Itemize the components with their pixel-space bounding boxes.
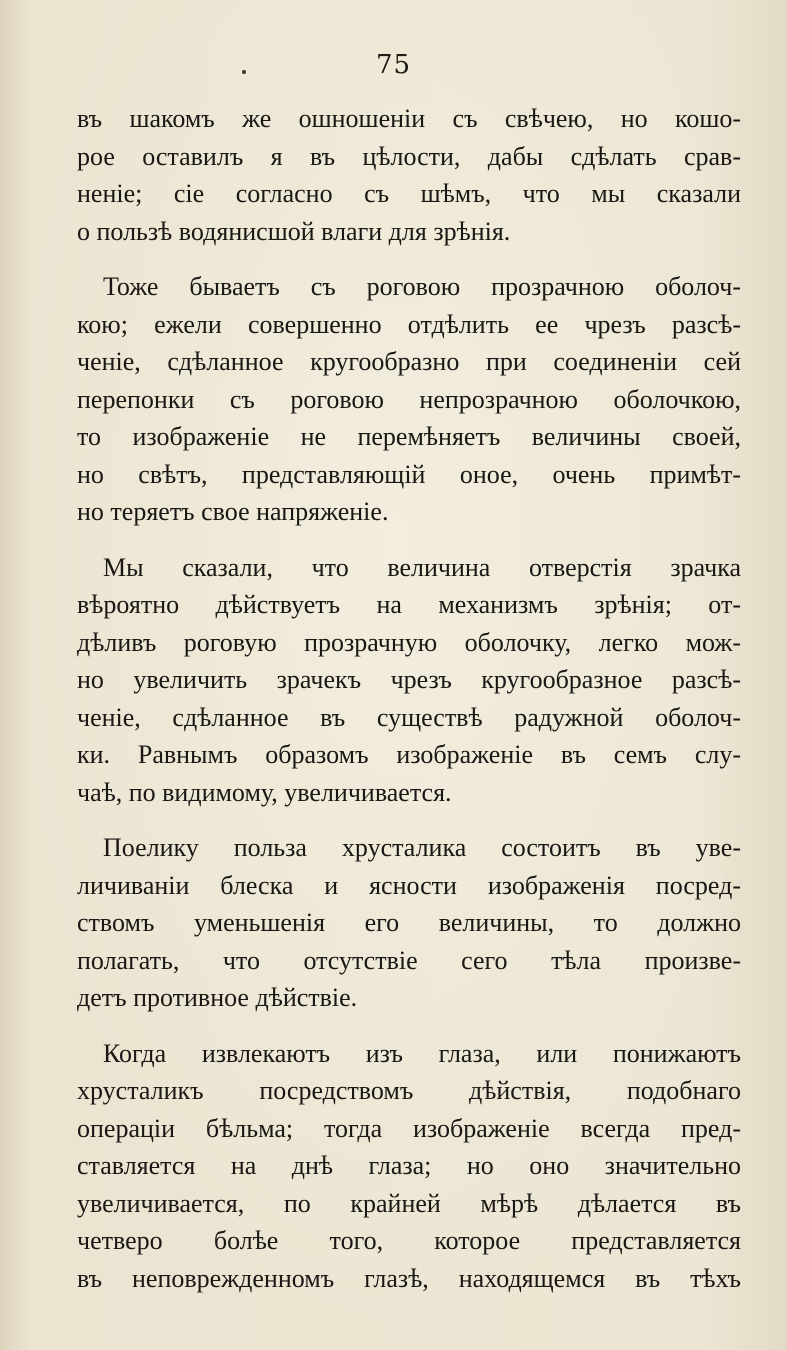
paragraph-1 [77,100,741,250]
text-line: четверо болѣе того, которое представляется [77,1226,741,1255]
text-line: въ шакомъ же ошношеніи съ свѣчею, но кошо- [77,104,741,133]
text-line: ставляется на днѣ глаза; но оно значительно [77,1151,741,1180]
page-number: 75 [375,50,412,80]
text-line: Когда извлекаютъ изъ глаза, или понижаютъ [103,1038,741,1068]
paragraph-3 [77,549,741,812]
paragraph-2 [77,268,741,531]
text-line: ки. Равнымъ образомъ изображеніе въ семъ слу- [77,740,741,769]
text-line: но свѣтъ, представляющій оное, очень примѣт- [77,459,741,489]
text-line: Поелику польза хрусталика состоитъ въ уве- [103,833,741,862]
text-line: дѣливъ роговую прозрачную оболочку, легко мож- [77,627,741,657]
text-line: ствомъ уменьшенія его величины, то должно [77,908,741,937]
text-line: въ неповрежденномъ глазѣ, находящемся въ тѣхъ [77,1263,741,1293]
text-line: увеличивается, по крайней мѣрѣ дѣлается въ [77,1188,741,1218]
text-line: полагать, что отсутствіе сего тѣла произве- [77,945,741,975]
text-line: детъ противное дѣйствіе. [77,983,358,1012]
text-line: личиваніи блеска и ясности изображенія посред- [77,870,741,900]
body-text [77,100,741,1315]
paragraph-5 [77,1035,741,1298]
text-line: кою; ежели совершенно отдѣлить ее чрезъ разсѣ- [77,309,741,339]
text-line: Тоже бываетъ съ роговою прозрачною оболоч- [103,272,741,301]
text-line: хрусталикъ посредствомъ дѣйствія, подобнаго [77,1076,741,1105]
text-line: перепонки съ роговою непрозрачною оболочкою, [77,384,741,414]
text-line: вѣроятно дѣйствуетъ на механизмъ зрѣнія; от- [77,590,741,619]
text-line: о пользѣ водянисшой влаги для зрѣнія. [77,216,511,246]
text-line: ченіе, сдѣланное въ существѣ радужной оболоч- [77,702,741,732]
text-line: чаѣ, по видимому, увеличивается. [77,777,452,807]
paragraph-4 [77,829,741,1017]
text-line: неніе; сіе согласно съ шѣмъ, что мы сказали [77,179,741,208]
text-line: но теряетъ свое напряженіе. [77,497,389,526]
text-line: ченіе, сдѣланное кругообразно при соединеніи сей [77,347,741,376]
text-line: то изображеніе не перемѣняетъ величины своей, [77,422,741,451]
text-line: операціи бѣльма; тогда изображеніе всегда пред- [77,1113,741,1143]
text-line: рое оставилъ я въ цѣлости, дабы сдѣлать срав- [77,141,741,171]
text-line: но увеличить зрачекъ чрезъ кругообразное разсѣ- [77,665,741,694]
text-line: Мы сказали, что величина отверстія зрачка [103,552,741,582]
